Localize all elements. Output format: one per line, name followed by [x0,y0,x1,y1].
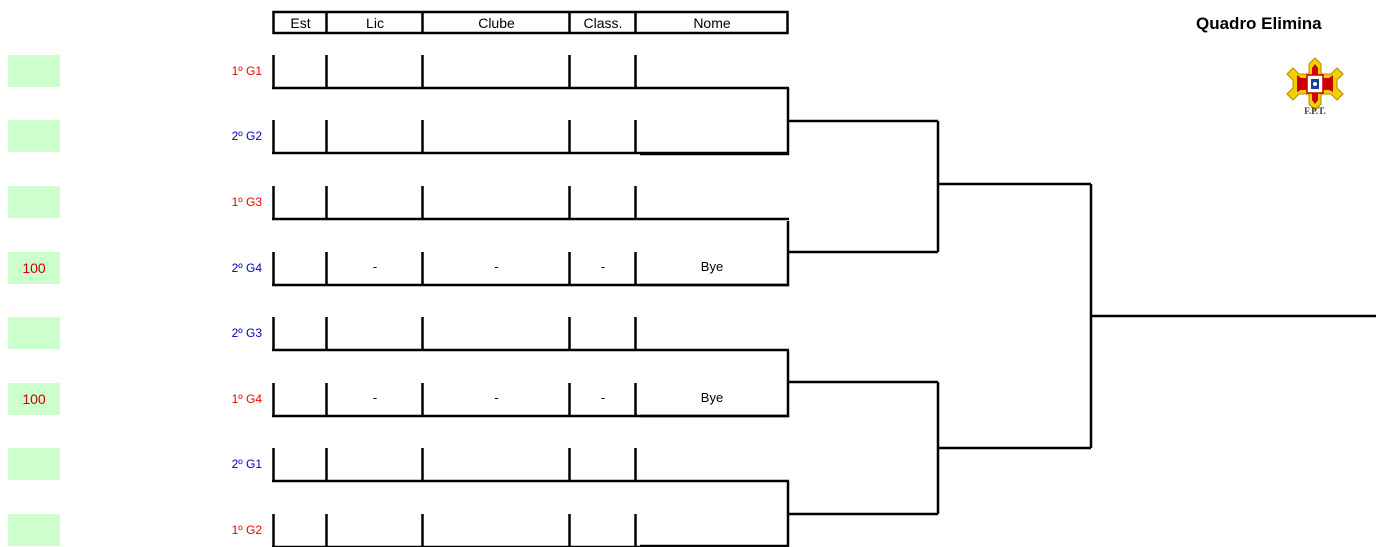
cell-clube[interactable] [424,186,569,216]
cell-clube[interactable] [424,120,569,150]
cell-lic[interactable] [328,186,422,216]
cell-clube[interactable]: - [494,259,499,274]
group-position-label: 2º G1 [231,457,262,471]
cell-nome[interactable]: Bye [700,259,724,274]
cell-est[interactable] [275,55,326,85]
cell-class[interactable] [571,514,635,544]
seed-value: 100 [22,260,46,276]
group-position-label: 1º G1 [231,64,262,78]
cell-lic[interactable] [328,317,422,347]
cell-class[interactable]: - [600,390,606,405]
cell-nome[interactable] [637,317,787,347]
cell-nome[interactable] [637,448,787,478]
group-position-label: 1º G2 [231,523,262,537]
cell-clube[interactable]: - [494,390,499,405]
cell-class[interactable] [571,186,635,216]
cell-class[interactable] [571,317,635,347]
cell-clube[interactable] [424,448,569,478]
cell-lic[interactable] [328,448,422,478]
cell-nome[interactable] [637,514,787,544]
cell-lic[interactable] [328,120,422,150]
cell-clube[interactable] [424,317,569,347]
cell-clube[interactable] [424,55,569,85]
cell-est[interactable] [275,448,326,478]
cell-est[interactable] [275,120,326,150]
cell-nome[interactable] [637,186,787,216]
column-header-est: Est [290,15,311,31]
column-header-class: Class. [583,15,623,31]
seed-value: 100 [22,391,46,407]
cell-est[interactable] [275,514,326,544]
cell-lic[interactable]: - [372,390,378,405]
logo-text: F.P.T. [1304,106,1326,116]
fpt-logo [1285,56,1345,122]
group-position-label: 1º G4 [231,392,262,406]
column-header-lic: Lic [366,15,384,31]
cell-class[interactable] [571,120,635,150]
cell-lic[interactable]: - [372,259,378,274]
group-position-label: 2º G4 [231,261,262,275]
cell-clube[interactable] [424,514,569,544]
cell-lic[interactable] [328,55,422,85]
group-position-label: 2º G2 [231,129,262,143]
cell-est[interactable] [275,317,326,347]
cell-nome[interactable] [637,120,787,150]
cell-nome[interactable]: Bye [700,390,724,405]
group-position-label: 2º G3 [231,326,262,340]
group-position-label: 1º G3 [231,195,262,209]
column-header-nome: Nome [693,15,731,31]
column-header-clube: Clube [478,15,515,31]
page-title: Quadro Elimina [1196,14,1322,33]
cell-class[interactable]: - [600,259,606,274]
cell-class[interactable] [571,448,635,478]
cell-lic[interactable] [328,514,422,544]
cell-class[interactable] [571,55,635,85]
cell-est[interactable] [275,252,326,282]
cell-est[interactable] [275,383,326,413]
cell-nome[interactable] [637,55,787,85]
cell-est[interactable] [275,186,326,216]
